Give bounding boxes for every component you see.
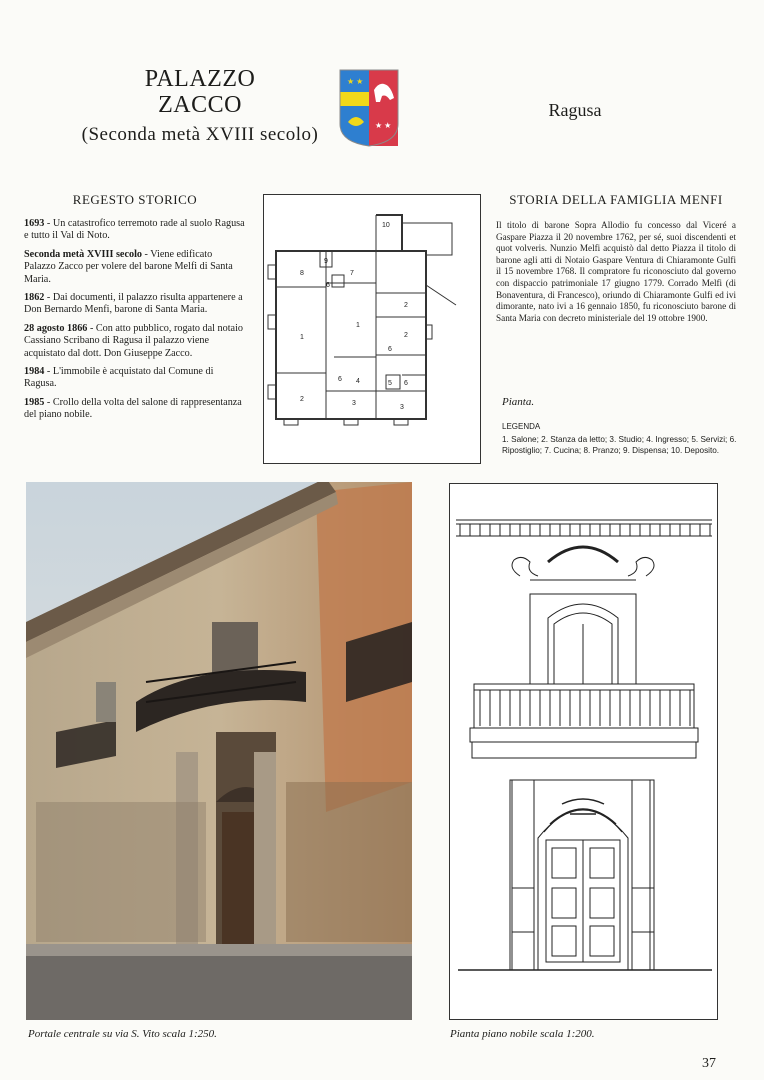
- room-label: 10: [382, 222, 390, 229]
- title-line-2: ZACCO: [158, 92, 242, 118]
- svg-text:★ ★: ★ ★: [375, 121, 392, 130]
- legend-text: 1. Salone; 2. Stanza da letto; 3. Studio; 4. Ingresso; 5. Servizi; 6. Ripostiglio; 7. Cucina; 8. Pranzo; 9. Dispensa; 10. Deposito.: [502, 435, 737, 455]
- room-label: 3: [400, 404, 404, 411]
- plan-walls: [268, 215, 456, 425]
- photo-caption: Portale centrale su via S. Vito scala 1:250.: [28, 1028, 217, 1040]
- regesto-entry: 28 agosto 1866 - Con atto pubblico, rogato dal notaio Cassiano Scribano di Ragusa il palazzo viene acquistato dal dott. Don Giuseppe Zacco.: [24, 322, 244, 359]
- room-label: 1: [300, 334, 304, 341]
- room-label: 6: [404, 380, 408, 387]
- page-title: [50, 66, 350, 148]
- storia-text: Il titolo di barone Sopra Allodio fu concesso dal Viceré a Gaspare Piazza il 20 novembre 1762, per sé, suoi discendenti et quot volveris. Nunzio Melfi acquistò dal detto Piazza il titolo di barone agli atti di Notaio Gaspare Ventura di Chiaramonte Gulfi il 15 novembre 1768. Il compratore fu riconosciuto dal governo con dispaccio patrimoniale 17 giugno 1779. Corrado Melfi (di Bonaventura, di Francesco), oriundo di Chiaramonte Gulfi ed ivi dimorante, nato ivi a 16 gennaio 1850, fu riconosciuto barone di Santa Maria con decreto ministeriale del 19 ottobre 1900.: [496, 220, 736, 323]
- plan-label: Pianta.: [502, 396, 535, 408]
- regesto-entry: 1862 - Dai documenti, il palazzo risulta appartenere a Don Bernardo Menfi, barone di Santa Maria.: [24, 292, 243, 316]
- floor-plan: [263, 194, 481, 464]
- room-label: 5: [388, 380, 392, 387]
- regesto-storico-section: [24, 192, 246, 428]
- legend-title: LEGENDA: [502, 422, 541, 431]
- room-label: 2: [404, 302, 408, 309]
- room-label: 6: [326, 282, 330, 289]
- storia-heading: STORIA DELLA FAMIGLIA MENFI: [509, 192, 723, 207]
- regesto-entry: 1985 - Crollo della volta del salone di rappresentanza del piano nobile.: [24, 396, 242, 421]
- storia-famiglia-section: [496, 192, 736, 324]
- regesto-heading: REGESTO STORICO: [72, 192, 198, 207]
- room-label: 2: [300, 396, 304, 403]
- room-label: 6: [388, 346, 392, 353]
- city-name: Ragusa: [548, 100, 602, 120]
- room-label: 1: [356, 322, 360, 329]
- title-line-1: PALAZZO: [144, 66, 256, 92]
- room-label: 7: [350, 270, 354, 277]
- regesto-entry: 1693 - Un catastrofico terremoto rade al suolo Ragusa e tutto il Val di Noto.: [24, 218, 245, 242]
- page-number: 37: [702, 1056, 716, 1071]
- room-label: 8: [300, 270, 304, 277]
- drawing-caption: Pianta piano nobile scala 1:200.: [450, 1028, 595, 1040]
- regesto-entry: 1984 - L'immobile è acquistato dal Comune di Ragusa.: [24, 366, 214, 390]
- facade-photo: [26, 482, 412, 1020]
- room-label: 9: [324, 258, 328, 265]
- room-label: 6: [338, 376, 342, 383]
- svg-text:★ ★: ★ ★: [347, 77, 364, 86]
- regesto-entry: Seconda metà XVIII secolo - Viene edificato Palazzo Zacco per volere del barone Melfi di Santa Maria.: [24, 248, 233, 285]
- title-subtitle: (Seconda metà XVIII secolo): [81, 124, 319, 145]
- room-label: 3: [352, 400, 356, 407]
- elevation-drawing: [449, 483, 718, 1020]
- coat-of-arms-icon: [338, 68, 400, 148]
- room-label: 4: [356, 378, 360, 385]
- room-label: 2: [404, 332, 408, 339]
